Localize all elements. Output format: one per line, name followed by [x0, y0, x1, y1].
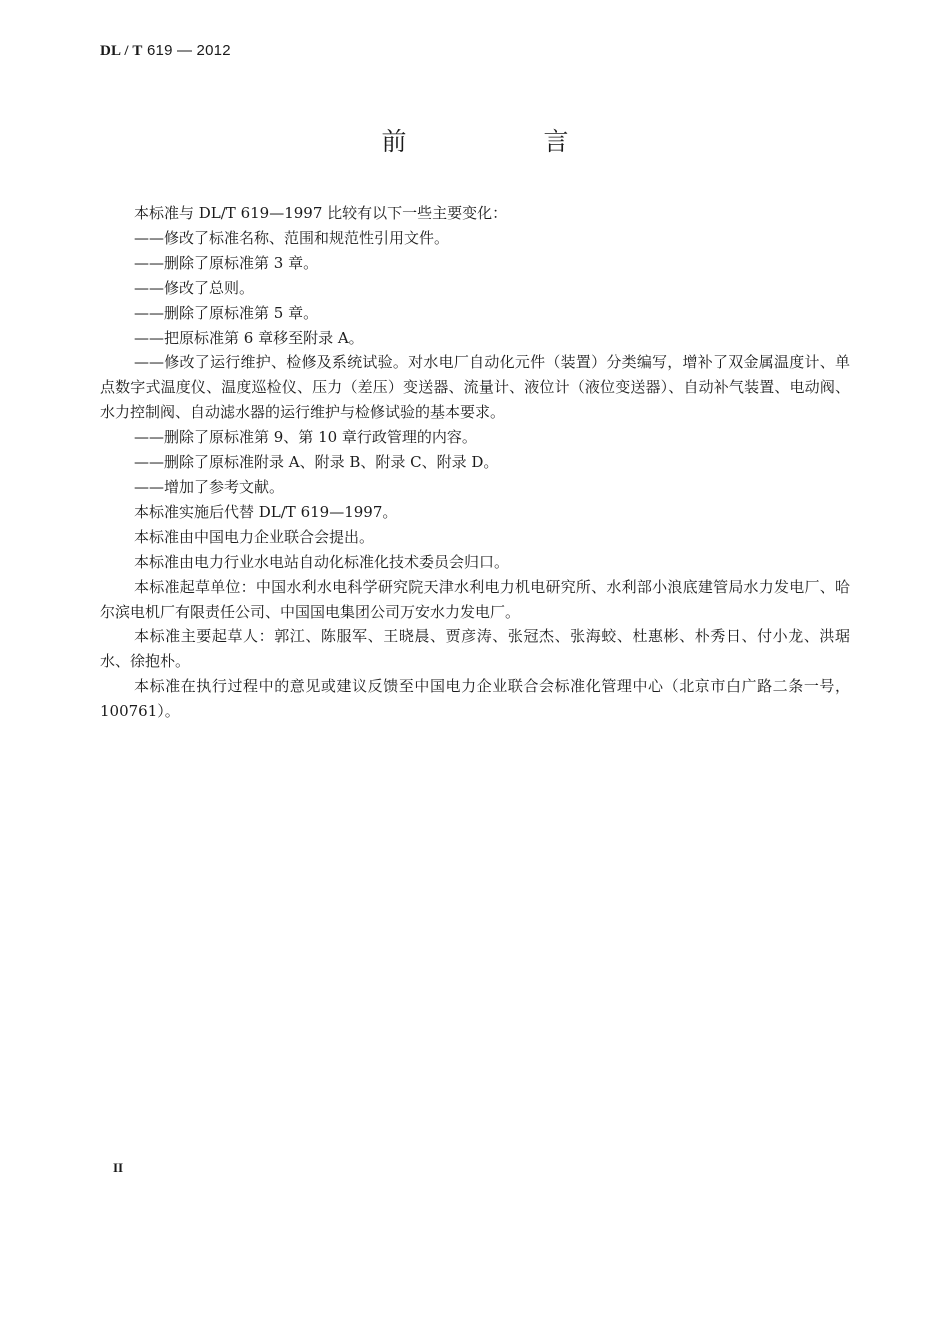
paragraph-feedback: 本标准在执行过程中的意见或建议反馈至中国电力企业联合会标准化管理中心（北京市白广路二条一号，100761）。: [100, 677, 850, 721]
change-item: ——修改了总则。: [134, 278, 255, 297]
paragraph-proposer: 本标准由中国电力企业联合会提出。: [134, 527, 375, 546]
page-header: [100, 42, 231, 60]
page-number: II: [113, 1160, 124, 1175]
paragraph-drafters: 本标准主要起草人：郭江、陈服军、王晓晨、贾彦涛、张冠杰、张海蛟、杜惠彬、朴秀日、付小龙、洪琚水、徐抱朴。: [100, 627, 850, 671]
standard-code: DL / T: [100, 43, 143, 59]
change-item: ——修改了运行维护、检修及系统试验。对水电厂自动化元件（装置）分类编写，增补了双金属温度计、单点数字式温度仪、温度巡检仪、压力（差压）变送器、流量计、液位计（液位变送器）、自动补气装置、电动阀、水力控制阀、自动滤水器的运行维护与检修试验的基本要求。: [100, 353, 850, 422]
change-item: ——删除了原标准第 3 章。: [134, 253, 319, 272]
change-item: ——增加了参考文献。: [134, 477, 285, 496]
change-item: ——删除了原标准附录 A、附录 B、附录 C、附录 D。: [134, 453, 499, 472]
change-item: ——修改了标准名称、范围和规范性引用文件。: [134, 228, 450, 247]
change-item: ——把原标准第 6 章移至附录 A。: [134, 328, 364, 347]
paragraph-intro: 本标准与 DL/T 619—1997 比较有以下一些主要变化：: [134, 204, 508, 222]
change-item: ——删除了原标准第 5 章。: [134, 303, 319, 322]
standard-number: 619 — 2012: [147, 42, 231, 59]
paragraph-replacement: 本标准实施后代替 DL/T 619—1997。: [134, 502, 398, 521]
page-title: 前 言: [381, 127, 625, 156]
paragraph-committee: 本标准由电力行业水电站自动化标准化技术委员会归口。: [134, 552, 510, 571]
foreword-body: [100, 201, 850, 724]
paragraph-drafting-units: 本标准起草单位：中国水利水电科学研究院天津水利电力机电研究所、水利部小浪底建管局水力发电厂、哈尔滨电机厂有限责任公司、中国国电集团公司万安水力发电厂。: [100, 577, 850, 621]
change-item: ——删除了原标准第 9、第 10 章行政管理的内容。: [134, 428, 477, 447]
